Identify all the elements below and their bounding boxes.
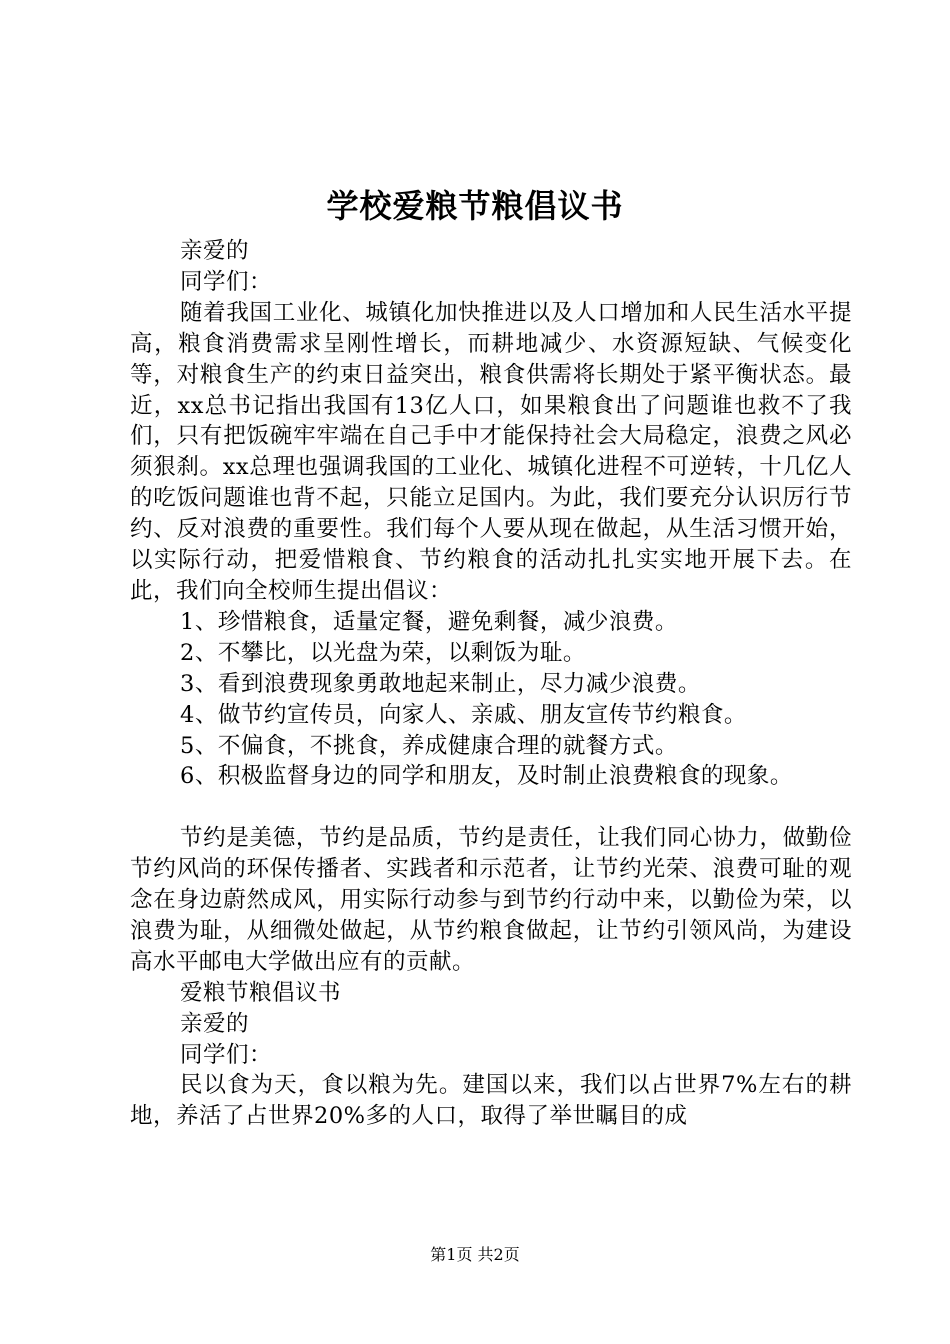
proposal-item: 1、珍惜粮食，适量定餐，避免剩餐，减少浪费。 xyxy=(180,608,678,635)
body-paragraph: 节约是美德，节约是品质，节约是责任，让我们同心协力，做勤俭节约风尚的环保传播者、实践者和示范者，让节约光荣、浪费可耻的观念在身边蔚然成风，用实际行动参与到节约行动中来，以勤俭为荣，以浪费为耻，从细微处做起，从节约粮食做起，让节约引领风尚，为建设高水平邮电大学做出应有的贡献。 xyxy=(130,825,852,975)
document-body xyxy=(130,236,852,1132)
proposal-item: 2、不攀比，以光盘为荣，以剩饭为耻。 xyxy=(180,639,586,666)
section-heading: 爱粮节粮倡议书 xyxy=(180,979,342,1006)
proposal-item: 4、做节约宣传员，向家人、亲戚、朋友宣传节约粮食。 xyxy=(180,701,747,728)
salutation-line: 亲爱的 xyxy=(180,1010,250,1037)
paragraph-spacer xyxy=(130,792,852,823)
salutation-line: 同学们： xyxy=(180,1041,273,1068)
proposal-item: 3、看到浪费现象勇敢地起来制止，尽力减少浪费。 xyxy=(180,670,701,697)
salutation-line: 亲爱的 xyxy=(180,238,250,264)
document-title: 学校爱粮节粮倡议书 xyxy=(326,187,624,225)
proposal-item: 5、不偏食，不挑食，养成健康合理的就餐方式。 xyxy=(180,732,678,759)
body-paragraph: 随着我国工业化、城镇化加快推进以及人口增加和人民生活水平提高，粮食消费需求呈刚性增长，而耕地减少、水资源短缺、气候变化等，对粮食生产的约束日益突出，粮食供需将长期处于紧平衡状态。最近，xx总书记指出我国有13亿人口，如果粮食出了问题谁也救不了我们，只有把饭碗牢牢端在自己手中才能保持社会大局稳定，浪费之风必须狠刹。xx总理也强调我国的工业化、城镇化进程不可逆转，十几亿人的吃饭问题谁也背不起，只能立足国内。为此，我们要充分认识厉行节约、反对浪费的重要性。我们每个人要从现在做起，从生活习惯开始，以实际行动，把爱惜粮食、节约粮食的活动扎扎实实地开展下去。在此，我们向全校师生提出倡议： xyxy=(130,299,852,604)
salutation-line: 同学们： xyxy=(180,268,273,295)
body-paragraph: 民以食为天，食以粮为先。建国以来，我们以占世界7%左右的耕地，养活了占世界20%多的人口，取得了举世瞩目的成 xyxy=(130,1072,852,1130)
proposal-item: 6、积极监督身边的同学和朋友，及时制止浪费粮食的现象。 xyxy=(180,763,793,790)
page-number: 第1页 共2页 xyxy=(430,1245,520,1264)
